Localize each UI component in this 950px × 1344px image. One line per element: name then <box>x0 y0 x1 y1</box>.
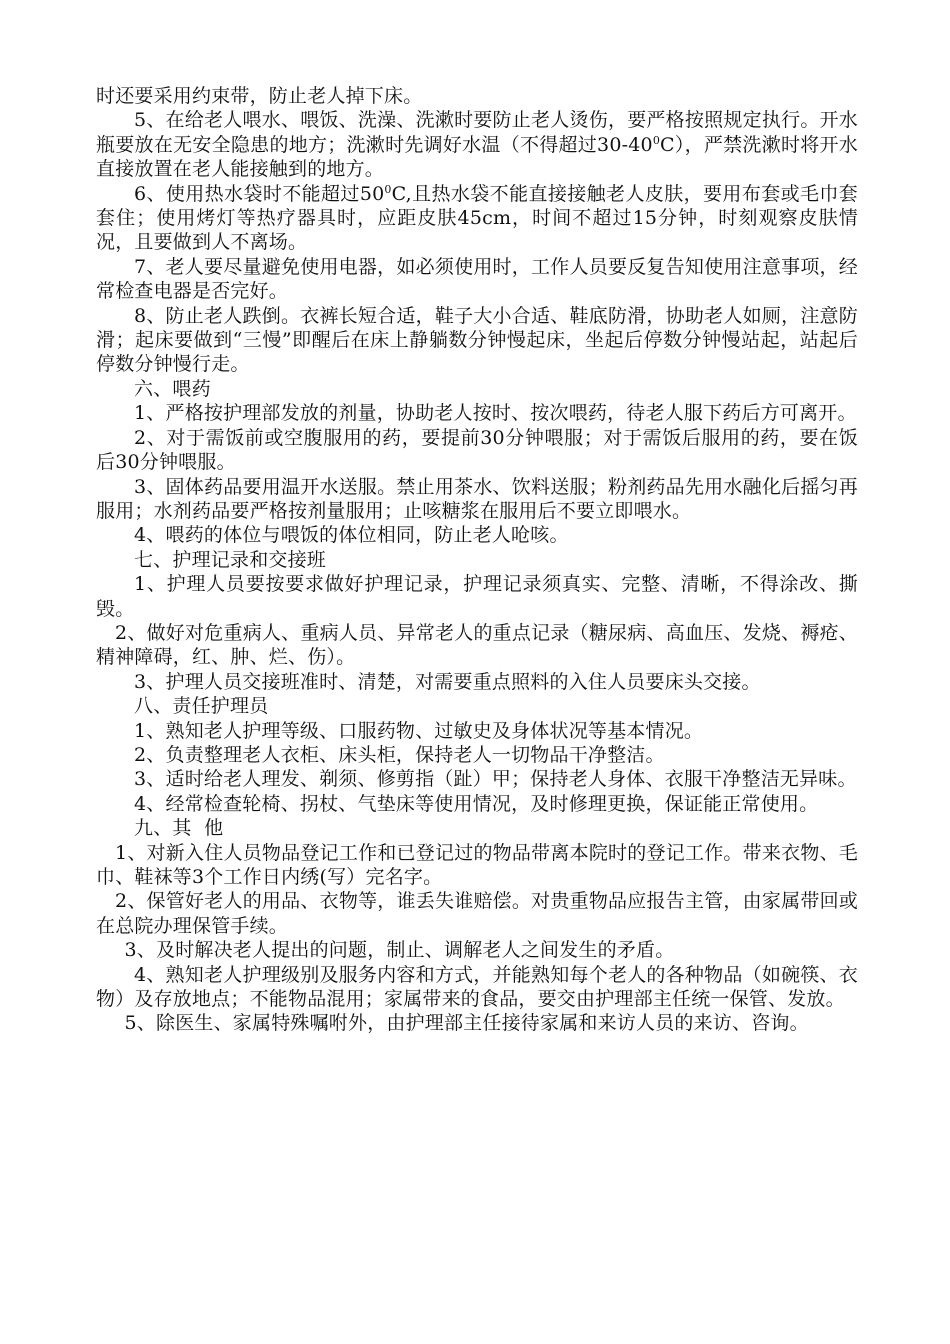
paragraph-text: C），严禁洗漱时将开水直接放置在老人能接触到的地方。 <box>96 133 858 181</box>
paragraph: 1、对新入住人员物品登记工作和已登记过的物品带离本院时的登记工作。带来衣物、毛巾、鞋袜等3个工作日内绣(写）完名字。 <box>96 841 858 888</box>
paragraph: 3、固体药品要用温开水送服。禁止用茶水、饮料送服；粉剂药品先用水融化后摇匀再服用；水剂药品要严格按剂量服用；止咳糖浆在服用后不要立即喂水。 <box>96 475 858 522</box>
paragraph: 2、对于需饭前或空腹服用的药，要提前30分钟喂服；对于需饭后服用的药，要在饭后30分钟喂服。 <box>96 426 858 474</box>
paragraph: 3、护理人员交接班准时、清楚，对需要重点照料的入住人员要床头交接。 <box>134 670 761 693</box>
paragraph: 4、熟知老人护理级别及服务内容和方式，并能熟知每个老人的各种物品（如碗筷、衣物）及存放地点；不能物品混用；家属带来的食品，要交由护理部主任统一保管、发放。 <box>96 963 858 1011</box>
paragraph: 2、做好对危重病人、重病人员、异常老人的重点记录（糖尿病、高血压、发烧、褥疮、精神障碍，红、肿、烂、伤）。 <box>96 621 858 669</box>
paragraph: 1、熟知老人护理等级、口服药物、过敏史及身体状况等基本情况。 <box>134 719 704 742</box>
document-page <box>96 84 858 1036</box>
paragraph-text: 5、在给老人喂水、喂饭、洗澡、洗漱时要防止老人烫伤，要严格按照规定执行。开水瓶要放在无安全隐患的地方；洗漱时先调好水温（不得超过30-40 <box>96 109 858 156</box>
paragraph: 8、防止老人跌倒。衣裤长短合适，鞋子大小合适、鞋底防滑，协助老人如厕，注意防滑；起床要做到“三慢”即醒后在床上静躺数分钟慢起床，坐起后停数分钟慢站起，站起后停数分钟慢行走。 <box>96 304 858 376</box>
paragraph: 4、经常检查轮椅、拐杖、气垫床等使用情况，及时修理更换，保证能正常使用。 <box>134 792 819 815</box>
superscript: 0 <box>652 133 661 147</box>
paragraph: 2、保管好老人的用品、衣物等，谁丢失谁赔偿。对贵重物品应报告主管，由家属带回或在总院办理保管手续。 <box>96 890 858 937</box>
paragraph: 5、除医生、家属特殊嘱咐外，由护理部主任接待家属和来访人员的来访、咨询。 <box>124 1012 809 1035</box>
section-heading: 八、责任护理员 <box>134 695 269 718</box>
paragraph: 2、负责整理老人衣柜、床头柜，保持老人一切物品干净整洁。 <box>134 743 665 766</box>
paragraph: 3、及时解决老人提出的问题，制止、调解老人之间发生的矛盾。 <box>124 939 675 962</box>
paragraph: 1、严格按护理部发放的剂量，协助老人按时、按次喂药，待老人服下药后方可离开。 <box>134 402 857 425</box>
paragraph: 1、护理人员要按要求做好护理记录，护理记录须真实、完整、清晰，不得涂改、撕毁。 <box>96 573 858 620</box>
paragraph: 3、适时给老人理发、剃须、修剪指（趾）甲；保持老人身体、衣服干净整洁无异味。 <box>134 768 857 791</box>
paragraph: 7、老人要尽量避免使用电器，如必须使用时，工作人员要反复告知使用注意事项，经常检查电器是否完好。 <box>96 255 858 303</box>
paragraph: 4、喂药的体位与喂饭的体位相同，防止老人呛咳。 <box>134 524 569 547</box>
section-heading: 七、护理记录和交接班 <box>134 548 327 571</box>
section-heading: 六、喂药 <box>134 377 211 400</box>
paragraph <box>96 182 858 255</box>
paragraph <box>96 108 858 181</box>
superscript: 0 <box>384 182 392 196</box>
section-heading: 九、其 他 <box>134 817 224 840</box>
paragraph-text: 6、使用热水袋时不能超过50 <box>134 182 385 205</box>
paragraph: 时还要采用约束带，防止老人掉下床。 <box>96 85 423 107</box>
paragraph-text: C,且热水袋不能直接接触老人皮肤，要用布套或毛巾套套住；使用烤灯等热疗器具时，应距皮肤45cm，时间不超过15分钟，时刻观察皮肤情况，且要做到人不离场。 <box>96 182 858 254</box>
